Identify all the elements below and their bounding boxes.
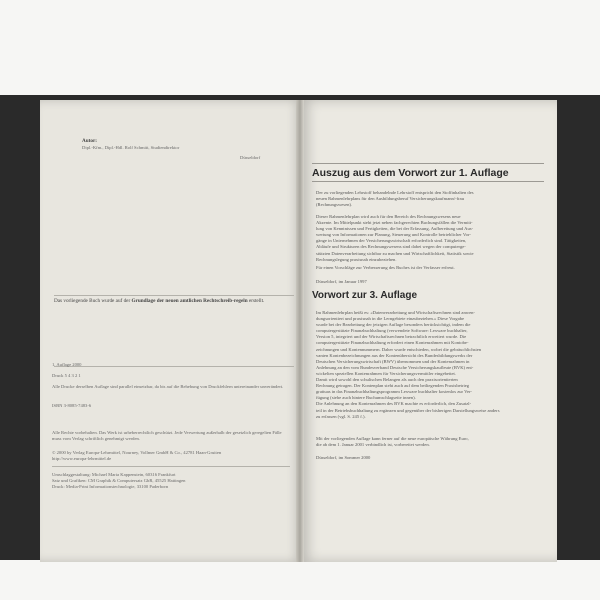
text-line: computergestützte Finanzbuchhaltung (verwendete Software: Lexware buchhalter, <box>316 328 468 334</box>
isbn: ISBN 3-8085-7483-6 <box>52 403 92 408</box>
text-line: neuen Rahmenlehrplans für den Ausbildungsberuf Versicherungskaufmann/-frau <box>316 196 465 202</box>
heading-rule-bottom <box>312 181 544 182</box>
text-line: Im Rahmenlehrplan heißt es: «Datenverarbeitung und Wirtschaftsrechnen sind anwen- <box>316 310 475 315</box>
basis-end: erstellt. <box>248 298 265 304</box>
book-spine <box>296 100 304 562</box>
text-line: Dieser Rahmenlehrplan wird auch für den Bereich des Rechnungswesens neue <box>316 214 461 219</box>
rights-note: Alle Rechte vorbehalten. Das Werk ist urheberrechtlich geschützt. Jede Verwertung außerhalb der gesetzlich geregelten Fälle muss vom Verlag schriftlich genehmigt werden. <box>52 430 282 441</box>
basis-text: Das vorliegende Buch wurde auf der <box>54 298 131 304</box>
typesetting: Satz und Grafiken: CM Graphik & Computersatz GbR, 45525 Hattingen <box>52 478 186 483</box>
author-label: Autor: <box>82 138 97 144</box>
edition-note: Alle Drucke derselben Auflage sind parallel einsetzbar, da bis auf die Behebung von Druckfehlern untereinander unverändert. <box>52 384 284 389</box>
text-line: Mit der vorliegenden Auflage kann ferner auf die neue europäische Währung Euro, <box>316 436 469 441</box>
edition: 1. Auflage 2000 <box>52 362 82 367</box>
text-line: Damit wird sowohl den schulischen Belangen als auch den praxisorientierten <box>316 377 458 383</box>
text-line: wertung von Informationen zur Planung, Steuerung und Kontrolle betrieblicher Vor- <box>316 232 471 238</box>
text-line: zeichnungen und Kontennummern. Daher wurde entschieden, wobei die gebräuchlichsten <box>316 346 482 352</box>
cover-design: Umschlaggestaltung: Michael Maria Kappenstein, 60316 Frankfurt <box>52 472 176 477</box>
text-line: Deutschen Versicherungswirtschaft (BWV) übernommen und der Kontenrahmen in <box>316 358 470 364</box>
author-line: Dipl.-Kfm., Dipl.-Hdl. Rolf Schmitt, Studiendirektor <box>82 145 180 150</box>
text-line: Version 5, integriert und der Wirtschaftsrechnen betrachtlich erweitert wurde. Die <box>316 334 467 340</box>
copyright: © 2000 by Verlag Europa-Lehrmittel, Nourney, Vollmer GmbH & Co., 42781 Haan-Gruiten <box>52 450 222 455</box>
text-line: Anlehnung an den vom Bundesverband Deutsche Versicherungskaufleute (BVK) ent- <box>316 364 474 370</box>
print-line: Druck 5 4 3 2 1 <box>52 373 81 378</box>
text-line: fügung (siehe auch hintere Buchumschlagseite innen). <box>316 395 416 401</box>
text-line: wickelten speziellen Kontenrahmen für Versicherungsvermittler eingebettet. <box>316 370 456 376</box>
paragraph-4 <box>316 310 546 420</box>
text-line: zu erfassen (vgl. S. 245 f.). <box>316 413 366 419</box>
heading-vorwort-3: Vorwort zur 3. Auflage <box>312 290 418 301</box>
text-line: (Rechnungswesen). <box>316 202 353 208</box>
date-2: Düsseldorf, im Sommer 2000 <box>316 455 371 460</box>
author-place: Düsseldorf <box>240 155 261 160</box>
website: http://www.europa-lehrmittel.de <box>52 456 112 461</box>
paragraph-2 <box>316 214 546 263</box>
text-line: Die Anlehnung an den Kontenrahmen des BVK machte es erforderlich, den Zusatzl- <box>316 401 472 407</box>
date-1: Düsseldorf, im Januar 1997 <box>316 279 367 284</box>
text-line: vanten Kontenbezeichnungen aus der Kontenübersicht des Bundesbildungswerks der <box>316 352 473 358</box>
text-line: Der zu vorliegenden Lehrstoff behandelnde Lehrstoff entspricht den Stoffinhalten des <box>316 190 474 195</box>
text-line: stützten Datenverarbeitung sichtbar zu machen und Wirtschaftlichkeit, Statistik sowie <box>316 250 474 256</box>
text-line: dungsorientiert und praxisnah in die Lerngebiete einzubeziehen.» Diese Vorgabe <box>316 316 465 322</box>
text-line: die ab dem 1. Januar 2001 verbindlich ist, vorbereitet werden. <box>316 442 430 448</box>
text-line: Rechnung getragen. Der Kontenplan steht auch auf dem beiliegenden Praxisbetrieg <box>316 383 470 389</box>
heading-rule-top <box>312 163 544 164</box>
basis-bold: Grundlage der neuen amtlichen Rechtschreib-regeln <box>131 298 248 304</box>
text-line: computergestützte Finanzbuchhaltung erfordert einen Kontenrahmen mit Kontobe- <box>316 340 469 346</box>
left-page <box>40 100 302 562</box>
text-line: gänge in Unternehmen der Versicherungswirtschaft erforderlich sind. Tätigkeiten, <box>316 238 467 244</box>
basis-note <box>54 298 294 305</box>
text-line: grattuas in das Finanzbuchhaltungsprogramm Lexware buchhalter kostenlos zur Ver- <box>316 389 472 395</box>
divider <box>54 366 294 367</box>
text-line: Akzente. Im Mittelpunkt steht jetzt neben fachgerechten Buchungsfällen die Vermitt- <box>316 220 473 226</box>
text-line: Abläufe und Strukturen des Rechnungswesens sind dabei wegen der computerge- <box>316 244 466 250</box>
divider <box>52 466 290 467</box>
paragraph-3: Für einen Vorschläge zur Verbesserung des Buches ist der Verfasser erfreut. <box>316 265 455 270</box>
heading-vorwort-1: Auszug aus dem Vorwort zur 1. Auflage <box>312 167 509 179</box>
text-line: Rechnungslegung praxisnah einzubeziehen. <box>316 256 397 262</box>
paragraph-5 <box>316 436 546 448</box>
divider <box>54 295 294 296</box>
paragraph-1 <box>316 190 546 208</box>
text-line: teil in der Betriebsbuchhaltung zu ergänzen und gegenüber der bisherigen Darstellungsweise anders <box>316 407 500 413</box>
printing: Druck: Media-Print Informationstechnologie, 33100 Paderborn <box>52 484 169 489</box>
text-line: lung von Kenntnissen und Fertigkeiten, die bei der Erfassung, Aufbereitung und Aus- <box>316 226 474 232</box>
text-line: wurde bei der Bearbeitung der jetzigen Auflage besonders berücksichtigt, indem die <box>316 322 471 328</box>
